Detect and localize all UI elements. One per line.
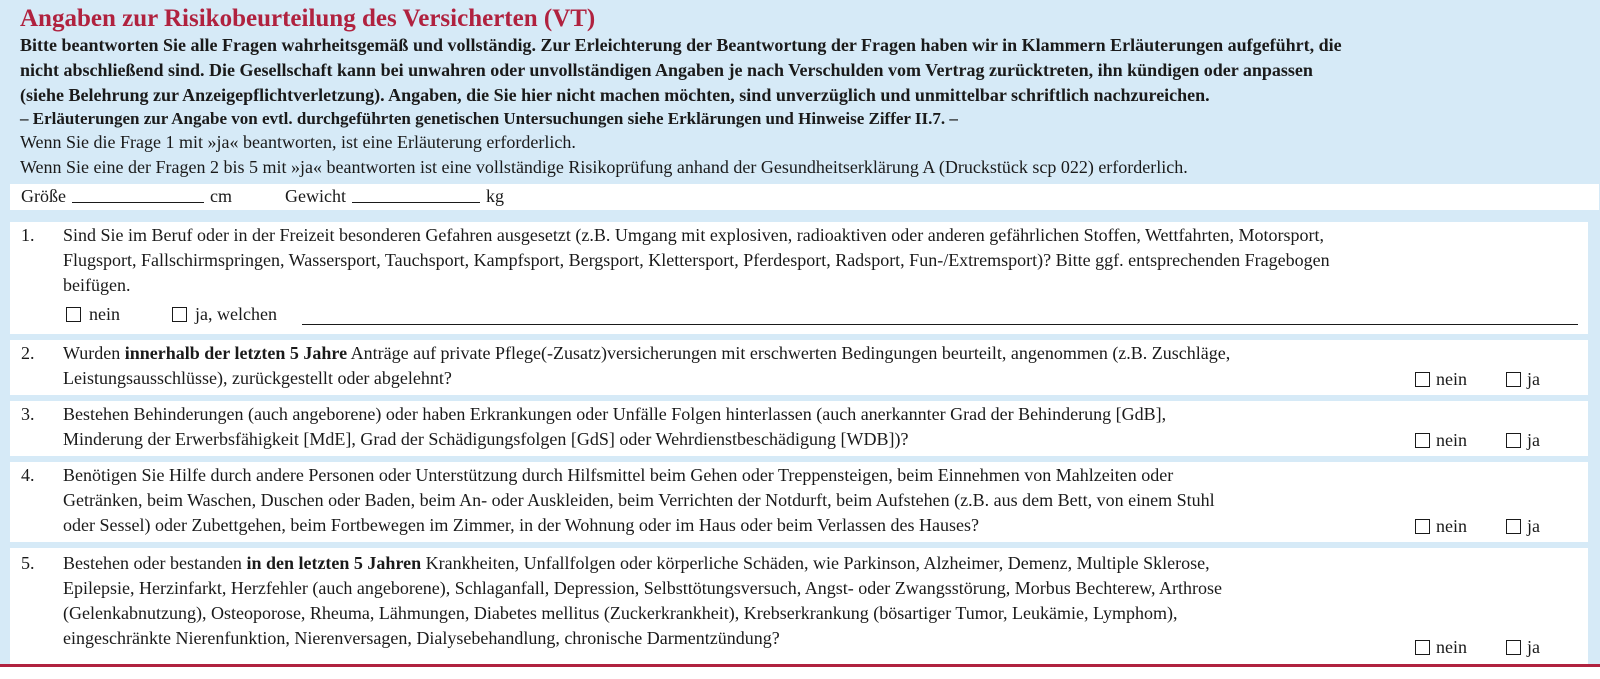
option-label: ja	[1527, 369, 1540, 389]
question-line: Benötigen Sie Hilfe durch andere Personen oder Unterstützung durch Hilfsmittel beim Gehen oder Treppensteigen, beim Einnehmen von Mahlzeiten oder	[63, 465, 1174, 485]
note-questions-2-5: Wenn Sie eine der Fragen 2 bis 5 mit »ja« beantworten ist eine vollständige Risikoprüfung anhand der Gesundheitserklärung A (Druckstück scp 022) erforderlich.	[20, 157, 1188, 177]
question-line: oder Sessel) oder Zubettgehen, beim Fortbewegen im Zimmer, in der Wohnung oder im Haus oder beim Verlassen des Hauses?	[63, 515, 979, 535]
option-label: ja	[1527, 637, 1540, 657]
checkbox-icon[interactable]	[1415, 640, 1430, 655]
emphasis: in den letzten 5 Jahren	[246, 553, 422, 573]
question-line: Sind Sie im Beruf oder in der Freizeit besonderen Gefahren ausgesetzt (z.B. Umgang mit explosiven, radioaktiven oder anderen gefährlichen Stoffen, Wettfahrten, Motorsport,	[63, 225, 1325, 245]
checkbox-icon[interactable]	[1415, 519, 1430, 534]
question-3	[10, 401, 1588, 456]
question-text	[63, 223, 1583, 298]
question-line	[63, 341, 1443, 366]
question-line: Leistungsausschlüsse), zurückgestellt oder abgelehnt?	[63, 368, 452, 388]
weight-input[interactable]	[352, 184, 480, 203]
checkbox-icon[interactable]	[1506, 372, 1521, 387]
q5-option-no[interactable]	[1415, 635, 1467, 660]
option-label: nein	[89, 304, 120, 324]
question-line: Getränken, beim Waschen, Duschen oder Baden, beim An- oder Auskleiden, beim Verrichten der Notdurft, beim Aufstehen (z.B. aus dem Bett, von einem Stuhl	[63, 490, 1215, 510]
q3-option-no[interactable]	[1415, 428, 1467, 453]
checkbox-icon[interactable]	[1506, 640, 1521, 655]
genetic-note: – Erläuterungen zur Angabe von evtl. durchgeführten genetischen Untersuchungen siehe Erklärungen und Hinweise Ziffer II.7. –	[20, 109, 958, 128]
question-2	[10, 340, 1588, 395]
checkbox-icon[interactable]	[1506, 433, 1521, 448]
question-line: Epilepsie, Herzinfarkt, Herzfehler (auch angeborene), Schlaganfall, Depression, Selbsttötungsversuch, Angst- oder Zwangsstörung, Morbus Bechterew, Arthrose	[63, 578, 1222, 598]
question-1	[10, 222, 1588, 334]
checkbox-icon[interactable]	[66, 307, 81, 322]
intro-line: (siehe Belehrung zur Anzeigepflichtverletzung). Angaben, die Sie hier nicht machen möchten, sind unverzüglich und unmittelbar schriftlich nachzureichen.	[20, 85, 1210, 105]
question-line: beifügen.	[63, 275, 131, 295]
q4-option-no[interactable]	[1415, 514, 1467, 539]
question-text	[63, 341, 1443, 391]
checkbox-icon[interactable]	[1506, 519, 1521, 534]
q2-option-no[interactable]	[1415, 367, 1467, 392]
text-segment: Krankheiten, Unfallfolgen oder körperliche Schäden, wie Parkinson, Alzheimer, Demenz, Multiple Sklerose,	[421, 553, 1210, 573]
q1-option-yes[interactable]	[172, 302, 277, 327]
option-label: ja	[1527, 516, 1540, 536]
question-number: 2.	[21, 343, 35, 363]
note-question-1: Wenn Sie die Frage 1 mit »ja« beantworten, ist eine Erläuterung erforderlich.	[20, 132, 576, 152]
q4-option-yes[interactable]	[1506, 514, 1540, 539]
text-segment: Anträge auf private Pflege(-Zusatz)versicherungen mit erschwerten Bedingungen beurteilt, angenommen (z.B. Zuschläge,	[347, 343, 1231, 363]
q2-option-yes[interactable]	[1506, 367, 1540, 392]
intro-line: Bitte beantworten Sie alle Fragen wahrheitsgemäß und vollständig. Zur Erleichterung der Beantwortung der Fragen haben wir in Klammern Erläuterungen aufgeführt, die	[20, 35, 1342, 55]
question-number: 5.	[21, 553, 35, 573]
q5-option-yes[interactable]	[1506, 635, 1540, 660]
question-number: 3.	[21, 404, 35, 424]
q1-details-input[interactable]	[302, 323, 1578, 325]
emphasis: innerhalb der letzten 5 Jahre	[124, 343, 348, 363]
q1-option-no[interactable]	[66, 302, 120, 327]
page-bottom	[0, 667, 1600, 679]
question-line: Bestehen Behinderungen (auch angeborene) oder haben Erkrankungen oder Unfälle Folgen hinterlassen (auch anerkannter Grad der Behinderung [GdB],	[63, 404, 1167, 424]
size-input[interactable]	[72, 184, 204, 203]
checkbox-icon[interactable]	[1415, 433, 1430, 448]
measurements-row	[10, 184, 1599, 210]
q1-answer-row	[66, 302, 1588, 327]
question-line: Flugsport, Fallschirmspringen, Wassersport, Tauchsport, Kampfsport, Bergsport, Klettersport, Pferdesport, Radsport, Fun-/Extremsport)? Bitte ggf. entsprechenden Fragebogen	[63, 250, 1330, 270]
weight-label: Gewicht	[284, 186, 346, 206]
weight-unit: kg	[485, 186, 504, 206]
intro-line: nicht abschließend sind. Die Gesellschaft kann bei unwahren oder unvollständigen Angaben je nach Verschulden vom Vertrag zurücktreten, ihn kündigen oder anpassen	[20, 60, 1313, 80]
option-label: ja	[1527, 430, 1540, 450]
question-number: 1.	[21, 225, 35, 245]
question-line: (Gelenkabnutzung), Osteoporose, Rheuma, Lähmungen, Diabetes mellitus (Zuckerkrankheit), Krebserkrankung (bösartiger Tumor, Leukämie, Lymphom),	[63, 603, 1178, 623]
option-label: ja, welchen	[195, 304, 277, 324]
question-line: eingeschränkte Nierenfunktion, Nierenversagen, Dialysebehandlung, chronische Darmentzündung?	[63, 628, 780, 648]
question-line	[63, 551, 1443, 576]
option-label: nein	[1436, 516, 1467, 536]
checkbox-icon[interactable]	[172, 307, 187, 322]
question-line: Minderung der Erwerbsfähigkeit [MdE], Grad der Schädigungsfolgen [GdS] oder Wehrdienstbeschädigung [WDB])?	[63, 429, 909, 449]
option-label: nein	[1436, 430, 1467, 450]
question-text	[63, 551, 1443, 651]
size-unit: cm	[209, 186, 232, 206]
text-segment: Bestehen oder bestanden	[63, 553, 247, 573]
option-label: nein	[1436, 637, 1467, 657]
question-4	[10, 462, 1588, 542]
checkbox-icon[interactable]	[1415, 372, 1430, 387]
q3-option-yes[interactable]	[1506, 428, 1540, 453]
question-number: 4.	[21, 465, 35, 485]
question-5	[10, 548, 1588, 664]
text-segment: Wurden	[63, 343, 125, 363]
question-text	[63, 402, 1443, 452]
option-label: nein	[1436, 369, 1467, 389]
question-text	[63, 463, 1443, 538]
form-title: Angaben zur Risikobeurteilung des Versicherten (VT)	[20, 5, 596, 32]
form-header	[0, 0, 1600, 180]
size-label: Größe	[21, 186, 66, 206]
